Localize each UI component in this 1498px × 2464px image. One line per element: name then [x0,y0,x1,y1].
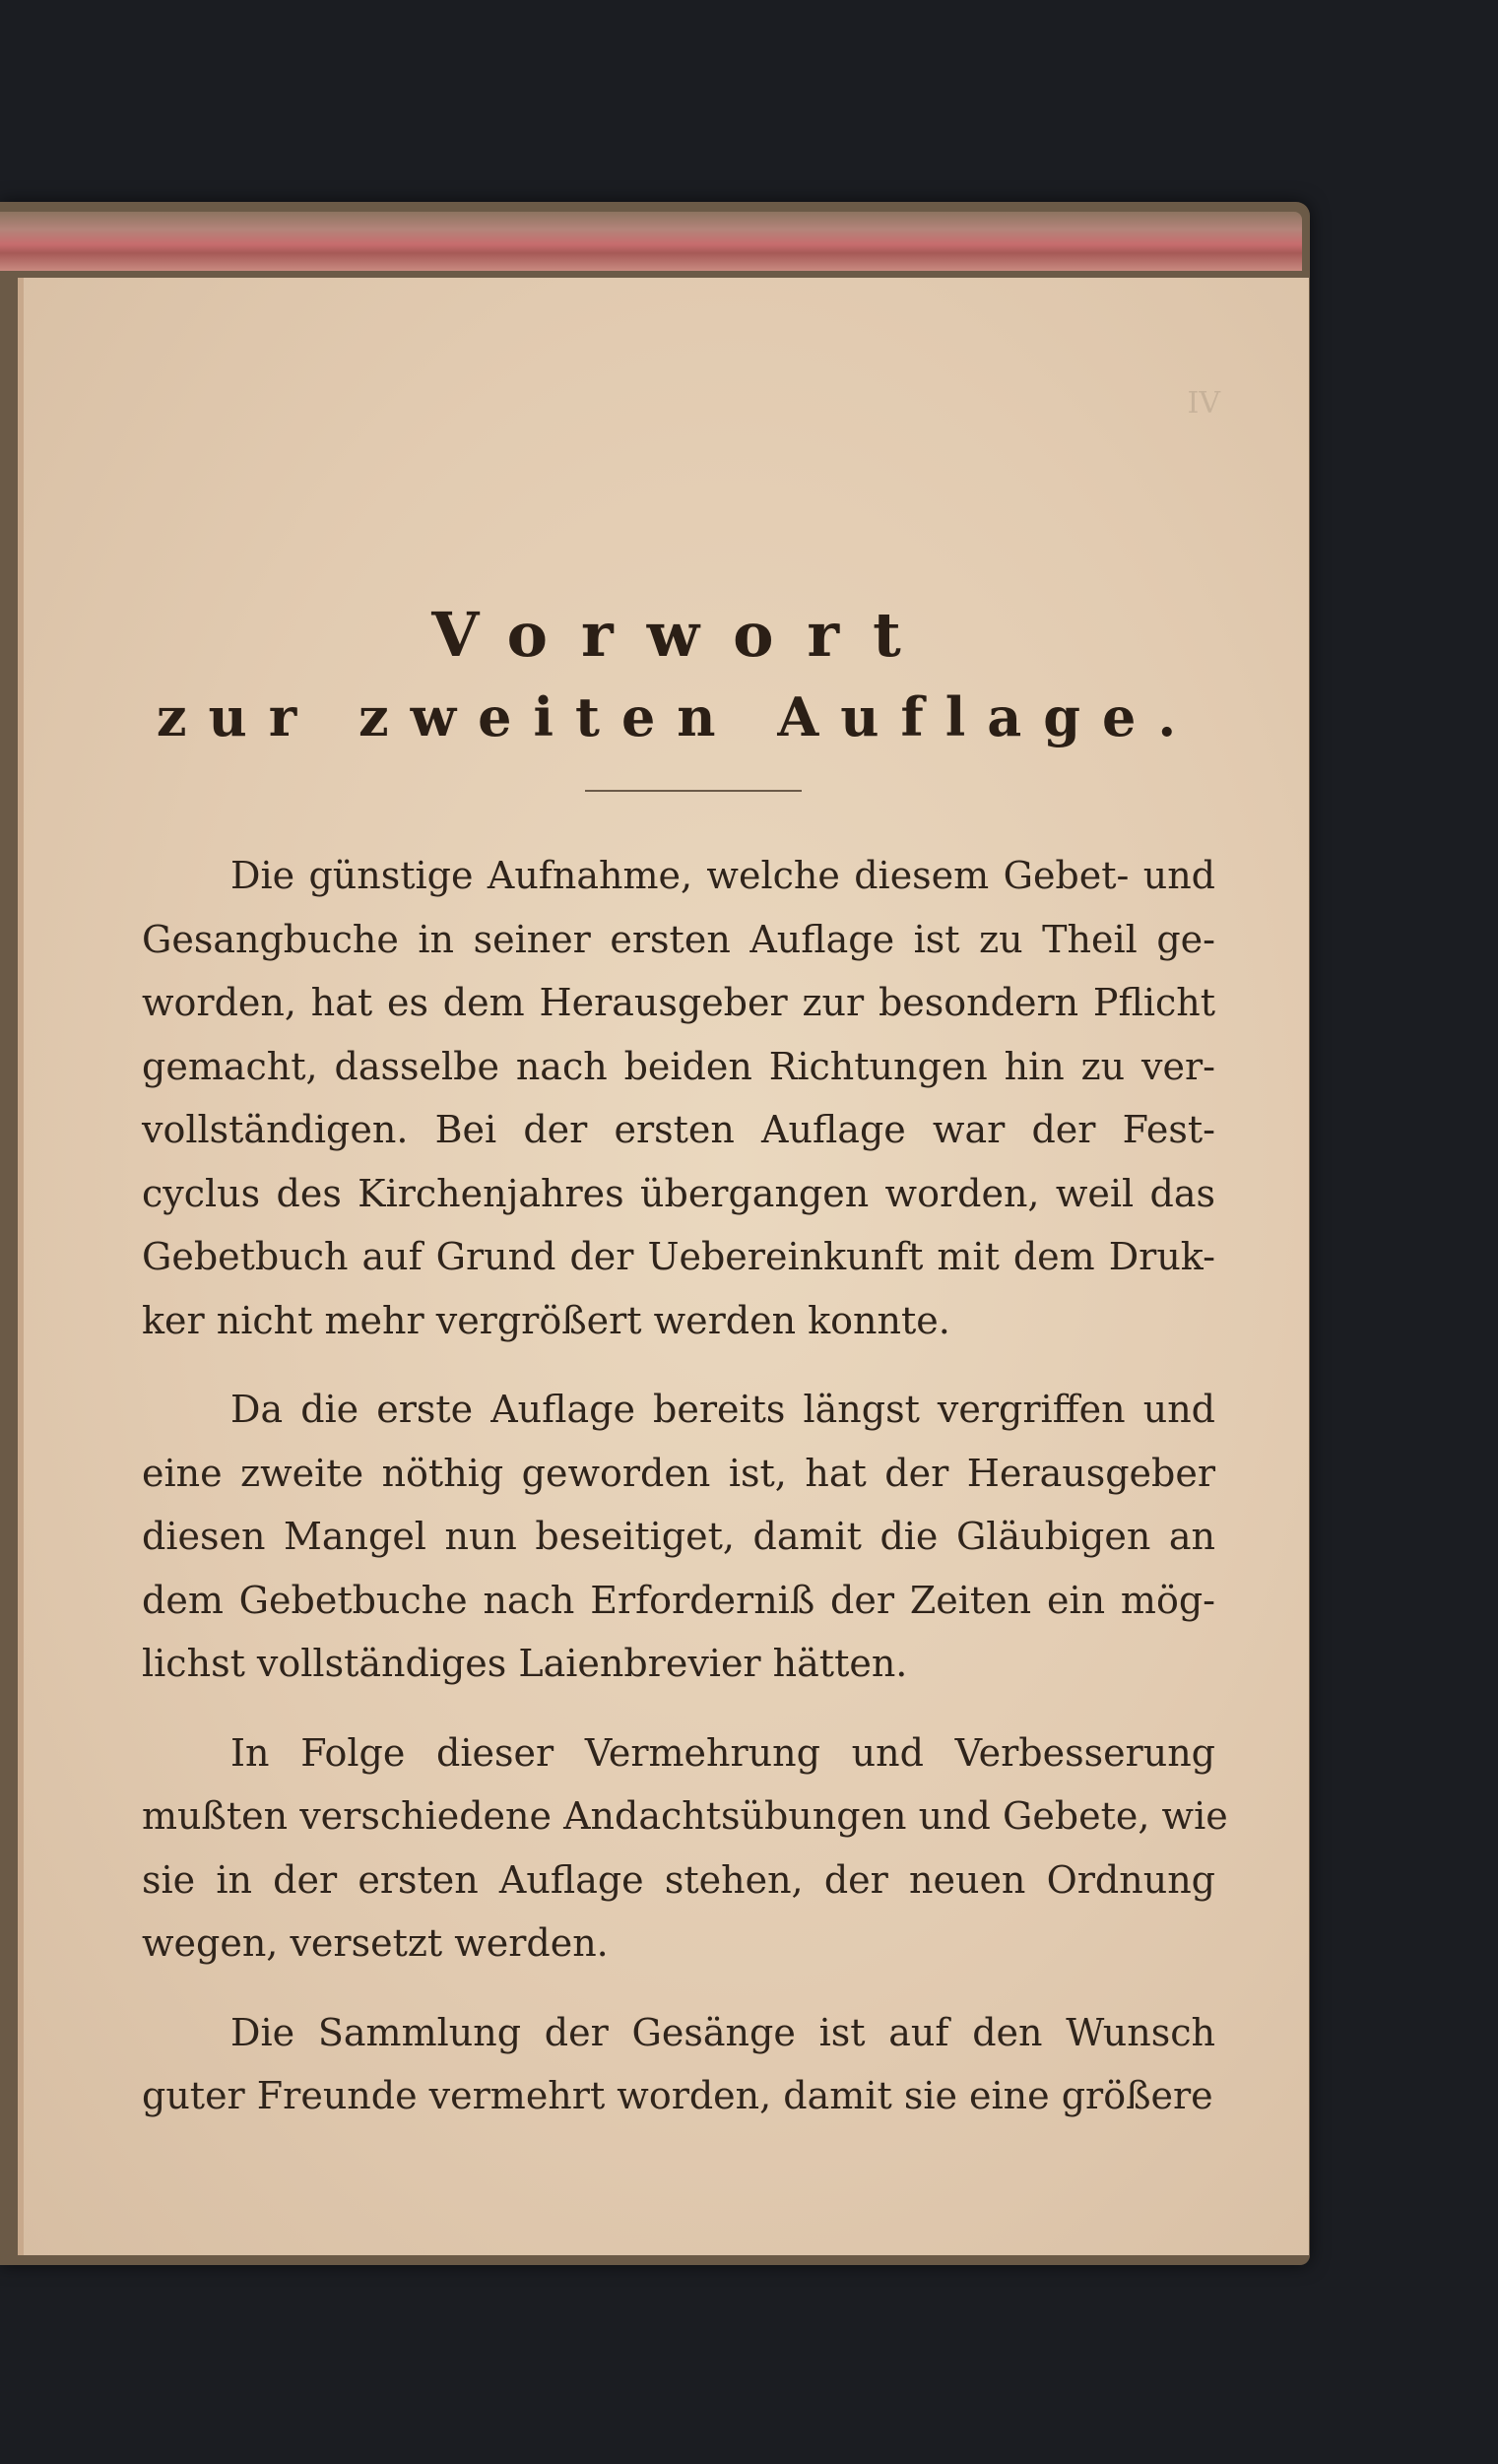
paragraph [142,2001,1215,2128]
paragraph [142,1721,1228,1976]
page-edges [0,212,1302,271]
book-page [18,278,1309,2255]
page-title [24,593,1309,756]
paragraph [142,844,1215,1352]
paragraph [142,1378,1215,1696]
page-number: IV [1187,386,1220,421]
text-line: eine zweite nöthig geworden ist, hat der Herausgeber [142,1451,1215,1495]
text-line: worden, hat es dem Herausgeber zur besondern Pflicht [142,981,1215,1024]
text-line: wegen, versetzt werden. [142,1921,609,1965]
text-line: Die günstige Aufnahme, welche diesem Gebet- und [230,854,1215,897]
text-line: Gesangbuche in seiner ersten Auflage ist zu Theil ge- [142,917,1215,961]
text-line: Gebetbuch auf Grund der Uebereinkunft mit dem Druk- [142,1235,1215,1278]
body-text [142,844,1228,2154]
text-line: ker nicht mehr vergrößert werden konnte. [142,1298,950,1342]
title-line-2: zur zweiten Auflage. [156,685,1199,748]
text-line: lichst vollständiges Laienbrevier hätten. [142,1642,908,1685]
text-line: In Folge dieser Vermehrung und Verbesserung [230,1730,1215,1775]
title-divider [585,790,802,792]
text-line: cyclus des Kirchenjahres übergangen worden, weil das [142,1171,1215,1215]
text-line: gemacht, dasselbe nach beiden Richtungen hin zu ver- [142,1044,1215,1088]
text-line: dem Gebetbuche nach Erforderniß der Zeiten ein mög- [142,1578,1215,1622]
text-line: Die Sammlung der Gesänge ist auf den Wunsch [230,2010,1215,2054]
title-line-1: Vorwort [431,599,935,671]
text-line: diesen Mangel nun beseitiget, damit die Gläubigen an [142,1515,1215,1558]
text-line: sie in der ersten Auflage stehen, der neuen Ordnung [142,1857,1215,1902]
text-line: Da die erste Auflage bereits längst vergriffen und [230,1388,1215,1431]
text-line: guter Freunde vermehrt worden, damit sie eine größere [142,2074,1213,2117]
text-line: vollständigen. Bei der ersten Auflage war der Fest- [142,1108,1215,1151]
text-line: mußten verschiedene Andachtsübungen und Gebete, wie [142,1794,1228,1838]
